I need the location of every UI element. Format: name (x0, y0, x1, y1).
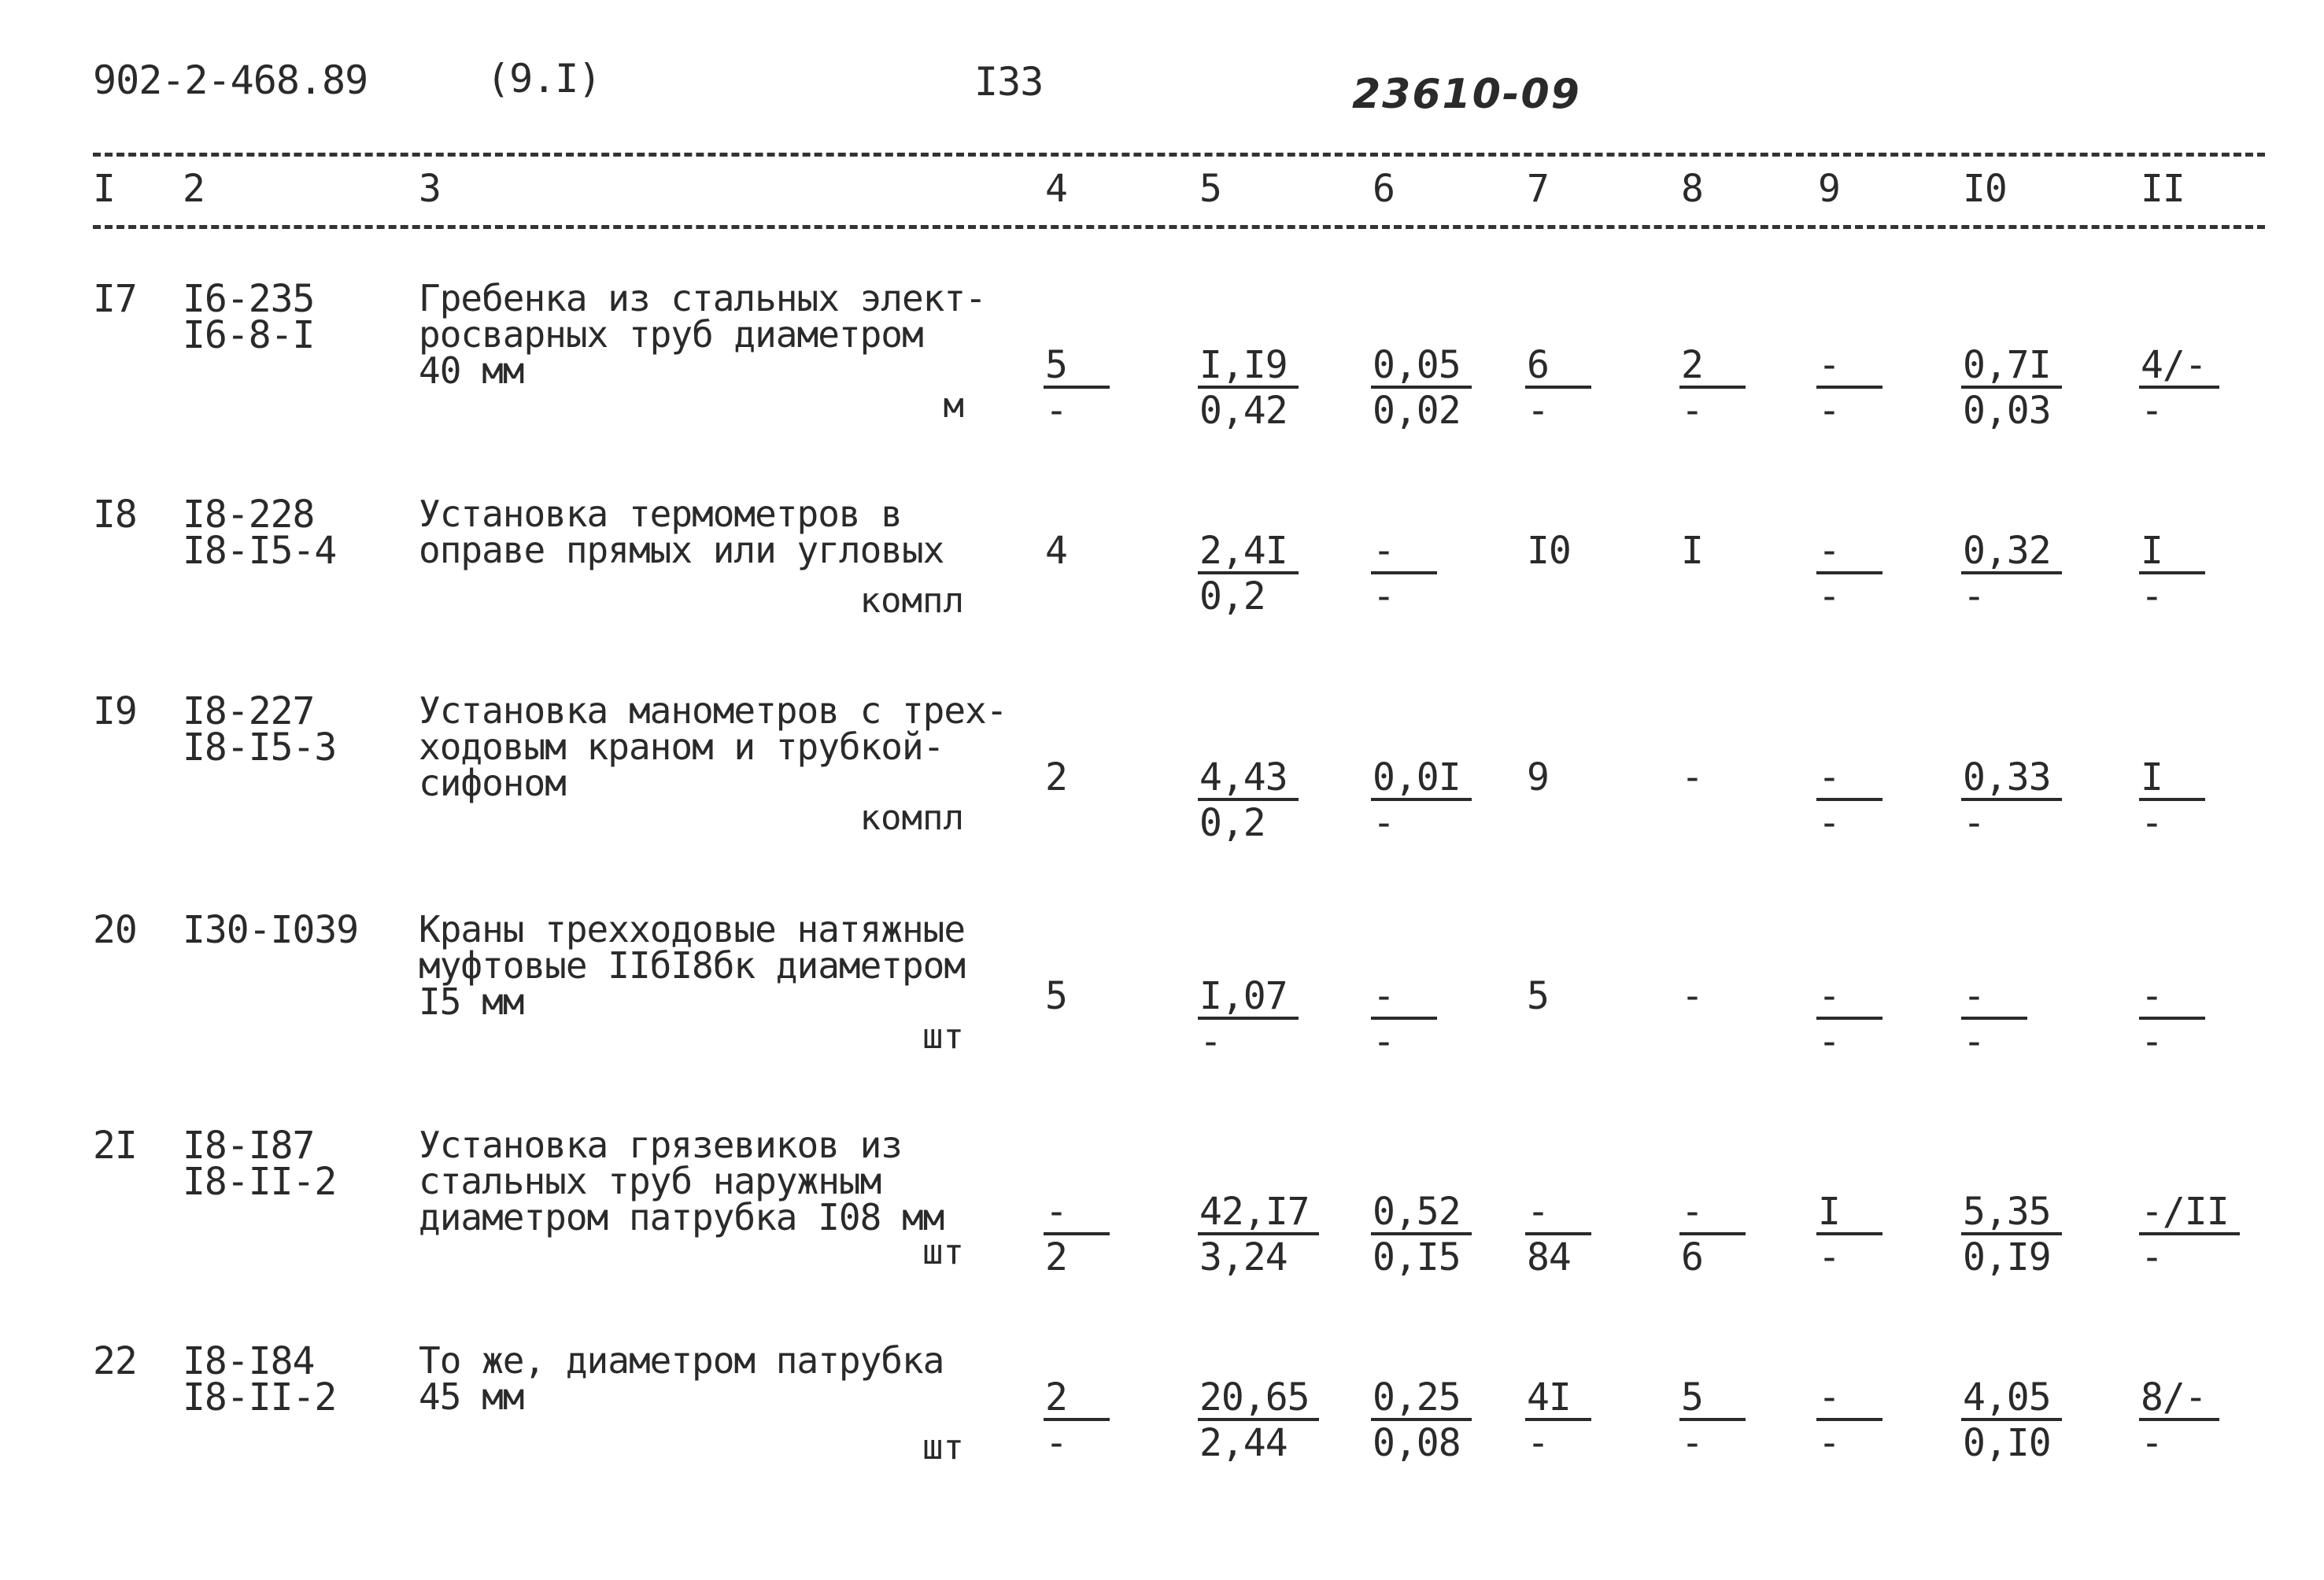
cell-c6-numerator: 0,0I (1373, 755, 1461, 799)
work-description-line: Краны трехходовые натяжные (419, 908, 966, 951)
row-number: 2I (93, 1124, 137, 1168)
cell-c11-denominator: - (2141, 1020, 2163, 1064)
cell-c9-numerator: - (1818, 529, 1840, 573)
cell-c8-numerator: 5 (1681, 1375, 1703, 1419)
cell-c5-numerator: 4,43 (1199, 755, 1288, 799)
cell-c10-numerator: - (1963, 974, 1985, 1018)
cell-c11-numerator: I (2141, 755, 2163, 799)
cell-c5-denominator: 3,24 (1199, 1235, 1288, 1279)
work-description-line: муфтовые IIбI8бк диаметром (419, 944, 966, 987)
cell-c4-denominator: - (1045, 1421, 1067, 1465)
cell-c7-denominator: - (1527, 389, 1549, 433)
norm-code: I6-235 (183, 277, 315, 321)
norm-code: I8-228 (183, 493, 315, 537)
cell-c9-denominator: - (1818, 574, 1840, 618)
cell-c10-numerator: 5,35 (1963, 1190, 2051, 1234)
cell-c7-numerator: 4I (1527, 1375, 1571, 1419)
cell-c6-denominator: 0,I5 (1373, 1235, 1461, 1279)
cell-c8-numerator: - (1681, 974, 1703, 1018)
row-number: I7 (93, 277, 137, 321)
cell-c6-denominator: - (1373, 801, 1395, 845)
cell-c11-denominator: - (2141, 389, 2163, 433)
cell-c10-denominator: 0,03 (1963, 389, 2051, 433)
row-number: I8 (93, 493, 137, 537)
section-number: (9.I) (486, 56, 601, 102)
cell-c10-numerator: 0,33 (1963, 755, 2051, 799)
cell-c7-denominator: - (1527, 1421, 1549, 1465)
cell-c10-denominator: 0,I9 (1963, 1235, 2051, 1279)
cell-c5-denominator: 0,2 (1199, 801, 1265, 845)
cell-c6-numerator: 0,05 (1373, 343, 1461, 387)
row-number: I9 (93, 689, 137, 733)
cell-c11-numerator: 4/- (2141, 343, 2207, 387)
column-header: 8 (1681, 167, 1703, 211)
cell-c9-numerator: I (1818, 1190, 1840, 1234)
norm-code: I8-I87 (183, 1124, 315, 1168)
cell-c5-denominator: 0,2 (1199, 574, 1265, 618)
unit-of-measure: компл (859, 581, 964, 621)
cell-c9-denominator: - (1818, 1421, 1840, 1465)
cell-c6-denominator: 0,02 (1373, 389, 1461, 433)
work-description-line: То же, диаметром патрубка (419, 1339, 944, 1382)
norm-code: I8-227 (183, 689, 315, 733)
cell-c5-numerator: I,I9 (1199, 343, 1288, 387)
cell-c9-numerator: - (1818, 974, 1840, 1018)
header-top-rule (93, 153, 2265, 157)
cell-c6-numerator: 0,25 (1373, 1375, 1461, 1419)
cell-c11-denominator: - (2141, 1235, 2163, 1279)
cell-c4-numerator: 2 (1045, 1375, 1067, 1419)
cell-c7-numerator: 6 (1527, 343, 1549, 387)
norm-code: I8-II-2 (183, 1160, 337, 1204)
document-code: 902-2-468.89 (93, 57, 368, 103)
work-description-line: 45 мм (419, 1375, 524, 1418)
norm-code: I8-II-2 (183, 1375, 337, 1419)
norm-code: I6-8-I (183, 313, 315, 357)
work-description-line: Гребенка из стальных элект- (419, 277, 986, 319)
norm-code: I8-I84 (183, 1339, 315, 1383)
cell-c6-numerator: - (1373, 974, 1395, 1018)
norm-code: I8-I5-3 (183, 725, 337, 770)
stamp-number: 23610-09 (1352, 71, 1581, 118)
cell-c5-numerator: 2,4I (1199, 529, 1288, 573)
cell-c7-denominator: 84 (1527, 1235, 1571, 1279)
cell-c10-denominator: - (1963, 574, 1985, 618)
cell-c9-numerator: - (1818, 755, 1840, 799)
work-description-line: стальных труб наружным (419, 1160, 881, 1202)
work-description-line: росварных труб диаметром (419, 313, 923, 356)
cell-c7-numerator: 9 (1527, 755, 1549, 799)
cell-c5-denominator: - (1199, 1020, 1221, 1064)
cell-c5-numerator: 20,65 (1199, 1375, 1310, 1419)
column-header: 5 (1199, 167, 1221, 211)
cell-c5-denominator: 0,42 (1199, 389, 1288, 433)
column-header: 6 (1373, 167, 1395, 211)
row-number: 22 (93, 1339, 137, 1383)
cell-c11-numerator: -/II (2141, 1190, 2229, 1234)
unit-of-measure: компл (859, 798, 964, 838)
cell-c7-numerator: 5 (1527, 974, 1549, 1018)
cell-c8-numerator: - (1681, 1190, 1703, 1234)
work-description-line: сифоном (419, 762, 566, 804)
cell-c11-denominator: - (2141, 801, 2163, 845)
unit-of-measure: шт (922, 1427, 964, 1467)
cell-c4-numerator: 4 (1045, 529, 1067, 573)
cell-c9-numerator: - (1818, 1375, 1840, 1419)
cell-c11-numerator: I (2141, 529, 2163, 573)
cell-c4-numerator: 5 (1045, 974, 1067, 1018)
cell-c4-denominator: - (1045, 389, 1067, 433)
cell-c6-numerator: - (1373, 529, 1395, 573)
cell-c11-denominator: - (2141, 574, 2163, 618)
work-description-line: диаметром патрубка I08 мм (419, 1196, 944, 1239)
cell-c4-numerator: 2 (1045, 755, 1067, 799)
cell-c10-numerator: 0,7I (1963, 343, 2051, 387)
cell-c4-denominator: 2 (1045, 1235, 1067, 1279)
work-description-line: I5 мм (419, 980, 524, 1023)
cell-c9-numerator: - (1818, 343, 1840, 387)
cell-c9-denominator: - (1818, 389, 1840, 433)
unit-of-measure: шт (922, 1017, 964, 1057)
cell-c9-denominator: - (1818, 1020, 1840, 1064)
column-header: 7 (1527, 167, 1549, 211)
cell-c5-denominator: 2,44 (1199, 1421, 1288, 1465)
cell-c8-denominator: - (1681, 1421, 1703, 1465)
cell-c8-numerator: - (1681, 755, 1703, 799)
cell-c6-denominator: - (1373, 574, 1395, 618)
work-description-line: оправе прямых или угловых (419, 529, 944, 571)
cell-c5-numerator: I,07 (1199, 974, 1288, 1018)
column-header: I0 (1963, 167, 2007, 211)
norm-code: I30-I039 (183, 908, 359, 952)
column-header: 9 (1818, 167, 1840, 211)
column-header: 4 (1045, 167, 1067, 211)
cell-c11-numerator: - (2141, 974, 2163, 1018)
cell-c6-denominator: - (1373, 1020, 1395, 1064)
page-number: I33 (974, 59, 1044, 105)
cell-c8-numerator: 2 (1681, 343, 1703, 387)
row-number: 20 (93, 908, 137, 952)
unit-of-measure: м (943, 386, 964, 426)
cell-c10-numerator: 0,32 (1963, 529, 2051, 573)
cell-c8-numerator: I (1681, 529, 1703, 573)
cell-c10-denominator: - (1963, 801, 1985, 845)
column-header: 3 (419, 167, 441, 211)
cell-c6-denominator: 0,08 (1373, 1421, 1461, 1465)
column-header: I (93, 167, 115, 211)
cell-c10-numerator: 4,05 (1963, 1375, 2051, 1419)
cell-c8-denominator: - (1681, 389, 1703, 433)
norm-code: I8-I5-4 (183, 529, 337, 573)
unit-of-measure: шт (922, 1232, 964, 1272)
cell-c9-denominator: - (1818, 801, 1840, 845)
cell-c10-denominator: - (1963, 1020, 1985, 1064)
cell-c10-denominator: 0,I0 (1963, 1421, 2051, 1465)
cell-c4-numerator: 5 (1045, 343, 1067, 387)
header-bottom-rule (93, 225, 2265, 229)
work-description-line: 40 мм (419, 349, 524, 392)
cell-c9-denominator: - (1818, 1235, 1840, 1279)
work-description-line: Установка грязевиков из (419, 1124, 902, 1166)
cell-c11-numerator: 8/- (2141, 1375, 2207, 1419)
cell-c7-numerator: - (1527, 1190, 1549, 1234)
cell-c8-denominator: 6 (1681, 1235, 1703, 1279)
work-description-line: Установка термометров в (419, 493, 902, 535)
work-description-line: Установка манометров с трех- (419, 689, 1007, 732)
cell-c11-denominator: - (2141, 1421, 2163, 1465)
cell-c7-numerator: I0 (1527, 529, 1571, 573)
cell-c6-numerator: 0,52 (1373, 1190, 1461, 1234)
column-header: II (2141, 167, 2185, 211)
work-description-line: ходовым краном и трубкой- (419, 725, 944, 768)
cell-c4-numerator: - (1045, 1190, 1067, 1234)
cell-c5-numerator: 42,I7 (1199, 1190, 1310, 1234)
column-header: 2 (183, 167, 205, 211)
